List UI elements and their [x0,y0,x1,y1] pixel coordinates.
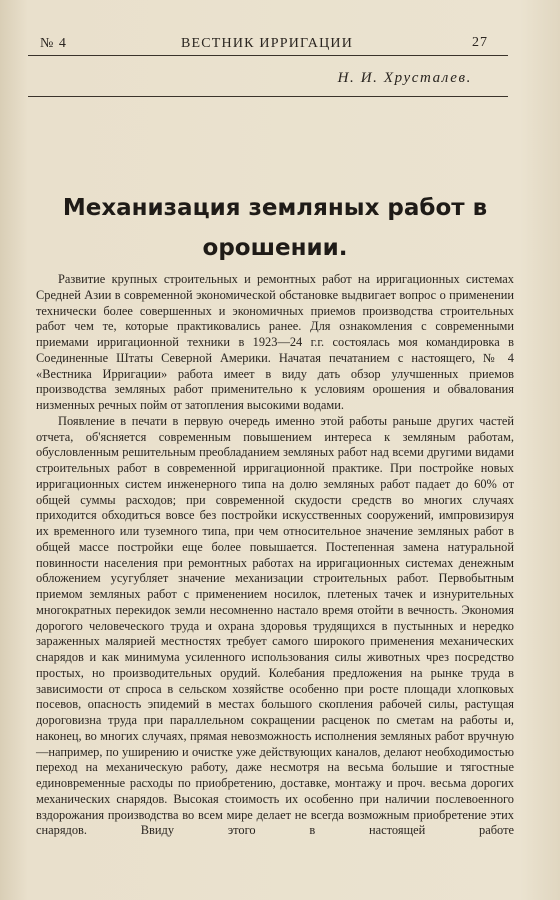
journal-title: ВЕСТНИК ИРРИГАЦИИ [180,36,354,51]
issue-number: № 4 [40,36,67,51]
author-rule [28,96,508,97]
paragraph-2: Появление в печати в первую очередь именно этой работы раньше других частей отчета, об'ясняется современным повышением интереса к земляным работам, обусловленным решительным преобладанием земляных работ над всеми другими видами строительных работ в современной ирригационной практике. При постройке новых ирригационных систем инженерного типа на долю земляных работ падает до 60% от общей суммы расходов; при современной скудости средств во многих случаях приходится обходиться вовсе без постройки искусственных сооружений, импровизируя их временного или туземного типа, при чем относительное значение земляных работ в общей массе постройки еще более повышается. Постепенная замена натуральной повинности населения при ремонтных работах на ирригационных системах денежным обложением усугубляет значение механизации строительных работ. Первобытным приемом земляных работ с применением носилок, плетеных тачек и изнурительных многократных перекидок земли несомненно настало время отойти в вечность. Экономия дорогого человеческого труда и охрана здоровья трудящихся в пустынных и нередко зараженных малярией местностях требует самого широкого применения механических снарядов и как минимума усиленного использования силы животных чрез посредство простых, но производительных орудий. Колебания предложения на рынке труда в зависимости от спроса в сельском хозяйстве особенно при росте площади хлопковых посевов, опасность эпидемий в местах большого скопления рабочей силы, растущая дороговизна труда при параллельном сокращении расценок по сметам на работы и, наконец, во многих случаях, прямая невозможность исполнения земляных работ вручную—например, по уширению и очистке уже действующих каналов, делают необходимостью переход на механическую работу, даже несмотря на весьма большие и тягостные единовременные расходы по приобретению, доставке, монтажу и проч. весьма дорогих механических снарядов. Высокая стоимость их особенно при наличии послевоенного вздорожания производства во всем мире делает не всегда возможным приобретение этих снарядов. Ввиду этого в настоящей работе [36,413,514,838]
running-header [28,34,506,56]
article-body [36,272,514,839]
paragraph-1: Развитие крупных строительных и ремонтных работ на ирригационных системах Средней Азии в современной экономической обстановке выдвигает вопрос о применении технически более совершенных и экономичных приемов производства строительных работ чем те, которые практиковались ранее. Для ознакомления с современными приемами ирригационной техники в 1923—24 г.г. состоялась моя командировка в Соединенные Штаты Северной Америки. Начатая печатанием с настоящего, № 4 «Вестника Ирригации» работа имеет в виду дать обзор улучшенных приемов производства земляных работ применительно к условиям орошения и обвалования низменных речных пойм от затопления высокими водами. [36,272,514,412]
author-name: Н. И. Хрусталев. [337,70,472,86]
header-rule [28,55,508,56]
page-number: 27 [472,35,488,50]
article-title: Механизация земляных работ в орошении. [62,195,488,261]
